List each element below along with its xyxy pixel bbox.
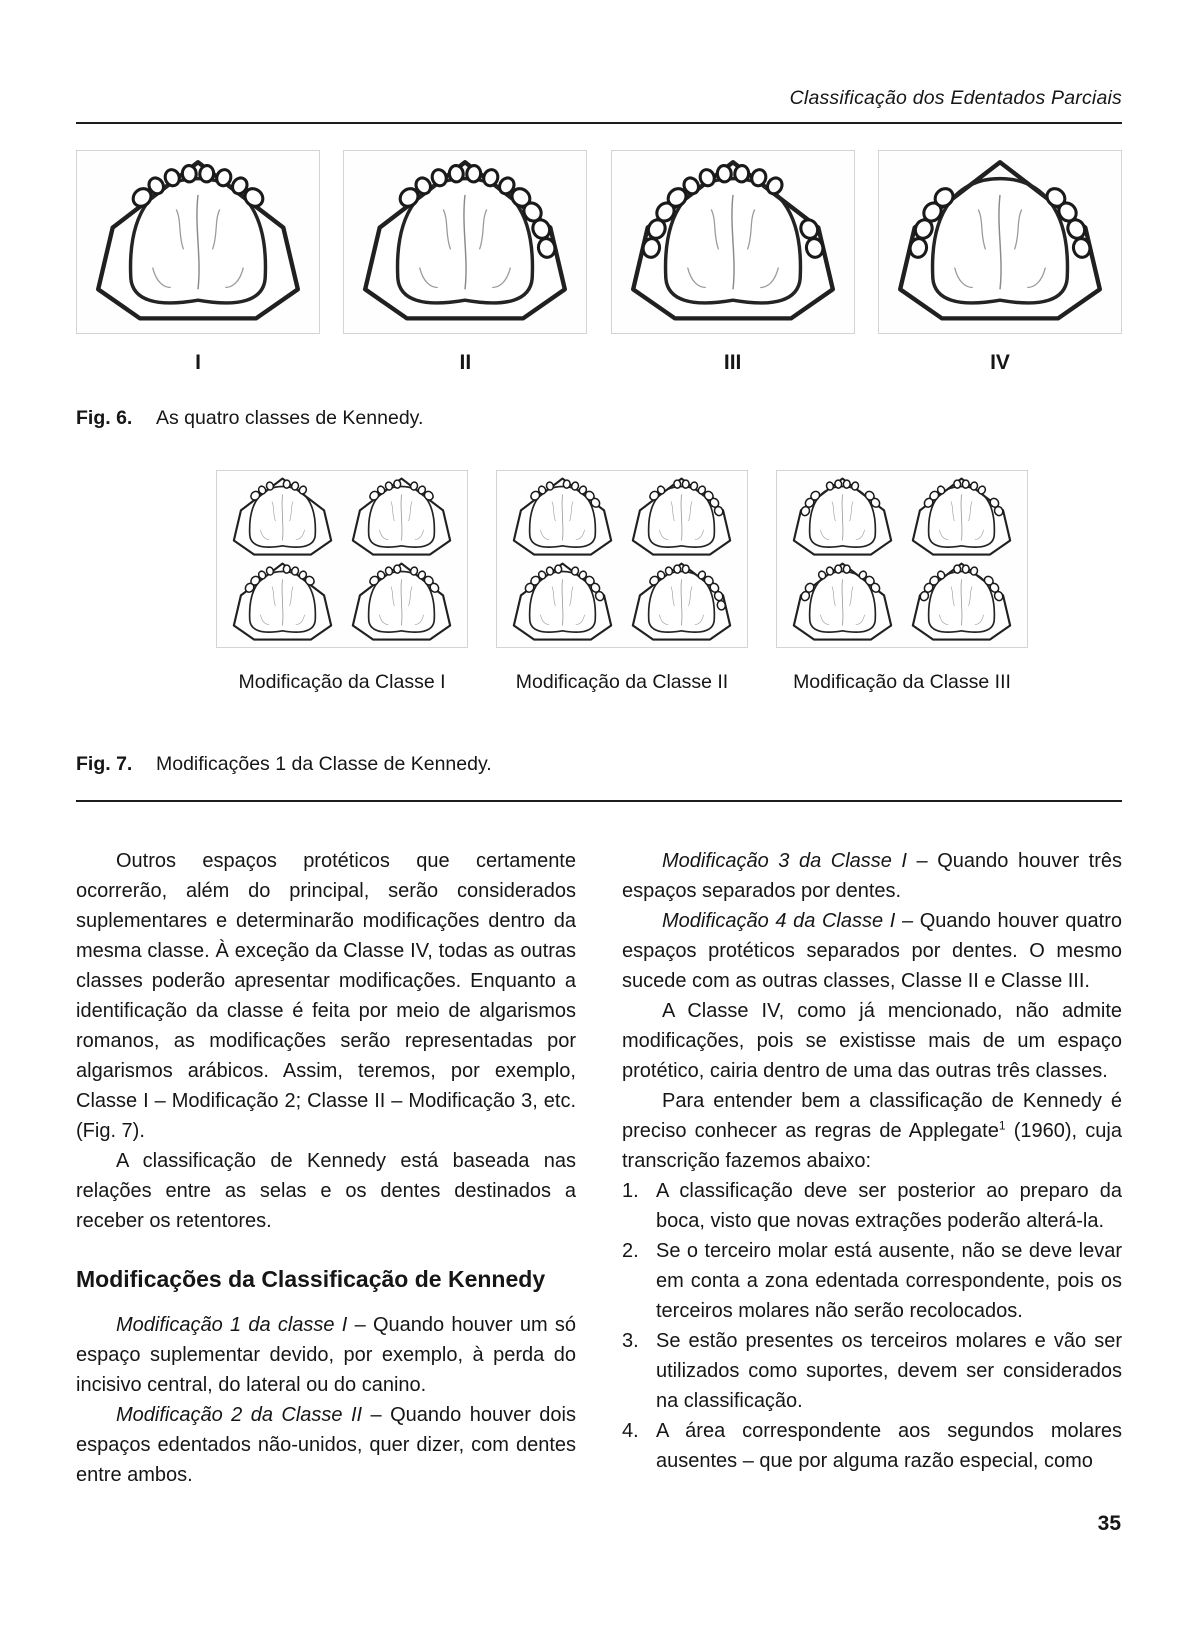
paragraph-text: – Quando houver três espaços separados por dentes. <box>622 850 1122 902</box>
section-rule <box>76 800 1122 802</box>
applegate-rules-list <box>622 1176 1122 1476</box>
paragraph-lead-italic: Modificação 4 da Classe I <box>662 910 896 932</box>
class-numeral: III <box>723 351 742 374</box>
mini-arch-drawing <box>344 560 459 645</box>
list-item-text: Se o terceiro molar está ausente, não se deve levar em conta a zona edentada correspondente, pois os terceiros molares não serão recolocados. <box>656 1240 1122 1322</box>
figure6-caption <box>76 404 1122 432</box>
list-item-text: Se estão presentes os terceiros molares e vão ser utilizados como suportes, devem ser considerados na classificação. <box>656 1330 1122 1412</box>
paragraph-text: – Quando houver um só espaço suplementar devido, por exemplo, à perda do incisivo central, do lateral ou do canino. <box>76 1314 576 1396</box>
paragraph <box>76 1400 576 1490</box>
body-columns <box>76 846 1122 1490</box>
header-rule <box>76 122 1122 124</box>
arch-grid <box>776 470 1028 648</box>
arch-class-III-drawing <box>615 155 851 329</box>
figure7-row <box>216 470 1122 696</box>
paragraph-text: (1960), cuja transcrição fazemos abaixo: <box>622 1120 1122 1172</box>
figure7-caption-label: Fig. 7. <box>76 753 133 775</box>
paragraph: A classificação de Kennedy está baseada nas relações entre as selas e os dentes destinados a receber os retentores. <box>76 1150 576 1232</box>
dental-arch-illustration <box>611 150 855 334</box>
mini-arch-drawing <box>225 475 340 560</box>
left-column <box>76 846 576 1490</box>
panel-label: Modificação da Classe II <box>515 671 729 693</box>
list-item-number: 2. <box>622 1240 639 1262</box>
figure7-panel-class-III <box>776 470 1028 696</box>
paragraph-lead-italic: Modificação 2 da Classe II <box>116 1404 363 1426</box>
class-numeral: II <box>459 351 472 374</box>
mini-arch-drawing <box>785 560 900 645</box>
list-item-number: 1. <box>622 1180 639 1202</box>
arch-class-I-drawing <box>80 155 316 329</box>
mini-arch-drawing <box>624 475 739 560</box>
applegate-rule-item <box>622 1326 1122 1416</box>
arch-class-II-drawing <box>347 155 583 329</box>
paragraph <box>622 846 1122 906</box>
figure6-class-1 <box>76 150 320 376</box>
dental-arch-illustration <box>76 150 320 334</box>
figure7-panel-class-I <box>216 470 468 696</box>
mini-arch-drawing <box>785 475 900 560</box>
applegate-rule-item <box>622 1416 1122 1476</box>
list-item-text: A área correspondente aos segundos molares ausentes – que por alguma razão especial, como <box>656 1420 1122 1472</box>
running-header-title: Classificação dos Edentados Parciais <box>789 87 1122 109</box>
dental-arch-illustration <box>343 150 587 334</box>
mini-arch-drawing <box>624 560 739 645</box>
class-numeral: IV <box>990 351 1010 374</box>
paragraph-text: – Quando houver quatro espaços protéticos separados por dentes. O mesmo sucede com as outras classes, Classe II e Classe III. <box>622 910 1122 992</box>
page-content <box>76 86 1122 1490</box>
section-heading: Modificações da Classificação de Kennedy <box>76 1266 546 1292</box>
figure6-class-4 <box>878 150 1122 376</box>
figure6-class-3 <box>611 150 855 376</box>
panel-label: Modificação da Classe III <box>793 671 1011 693</box>
arch-class-IV-drawing <box>882 155 1118 329</box>
applegate-rule-item <box>622 1176 1122 1236</box>
list-item-number: 3. <box>622 1330 639 1352</box>
paragraph <box>622 906 1122 996</box>
class-numeral: I <box>195 351 201 374</box>
mini-arch-drawing <box>505 475 620 560</box>
paragraph-text: – Quando houver dois espaços edentados não-unidos, quer dizer, com dentes entre ambos. <box>76 1404 576 1486</box>
arch-grid <box>496 470 748 648</box>
figure7-caption <box>76 750 1122 778</box>
paragraph: Outros espaços protéticos que certamente ocorrerão, além do principal, serão considerados suplementares e determinarão modificações dentro da mesma classe. À exceção da Classe IV, todas as outras classes poderão apresentar modificações. Enquanto a identificação da classe é feita por meio de algarismos romanos, as modificações serão representadas por algarismos arábicos. Assim, teremos, por exemplo, Classe I – Modificação 2; Classe II – Modificação 3, etc. (Fig. 7). <box>76 850 576 1142</box>
mini-arch-drawing <box>904 560 1019 645</box>
paragraph: A Classe IV, como já mencionado, não admite modificações, pois se existisse mais de um espaço protético, cairia dentro de uma das outras três classes. <box>622 1000 1122 1082</box>
paragraph <box>622 1086 1122 1176</box>
mini-arch-drawing <box>344 475 459 560</box>
arch-grid <box>216 470 468 648</box>
applegate-rule-item <box>622 1236 1122 1326</box>
mini-arch-drawing <box>225 560 340 645</box>
figure7-panel-class-II <box>496 470 748 696</box>
mini-arch-drawing <box>505 560 620 645</box>
right-column <box>622 846 1122 1490</box>
panel-label: Modificação da Classe I <box>238 671 446 693</box>
mini-arch-drawing <box>904 475 1019 560</box>
dental-arch-illustration <box>878 150 1122 334</box>
paragraph <box>76 1310 576 1400</box>
list-item-text: A classificação deve ser posterior ao preparo da boca, visto que novas extrações poderão alterá-la. <box>656 1180 1122 1232</box>
figure6-caption-label: Fig. 6. <box>76 407 133 429</box>
paragraph-lead-italic: Modificação 1 da classe I <box>116 1314 348 1336</box>
figure6-caption-text: As quatro classes de Kennedy. <box>156 407 424 429</box>
paragraph-text: Para entender bem a classificação de Kennedy é preciso conhecer as regras de Applegate <box>622 1090 1122 1142</box>
figure6-row <box>76 150 1122 376</box>
list-item-number: 4. <box>622 1420 639 1442</box>
footnote-reference: 1 <box>998 1118 1006 1133</box>
page-number: 35 <box>1097 1512 1121 1535</box>
paragraph-lead-italic: Modificação 3 da Classe I <box>662 850 907 872</box>
figure7-caption-text: Modificações 1 da Classe de Kennedy. <box>156 753 492 775</box>
figure6-class-2 <box>343 150 587 376</box>
